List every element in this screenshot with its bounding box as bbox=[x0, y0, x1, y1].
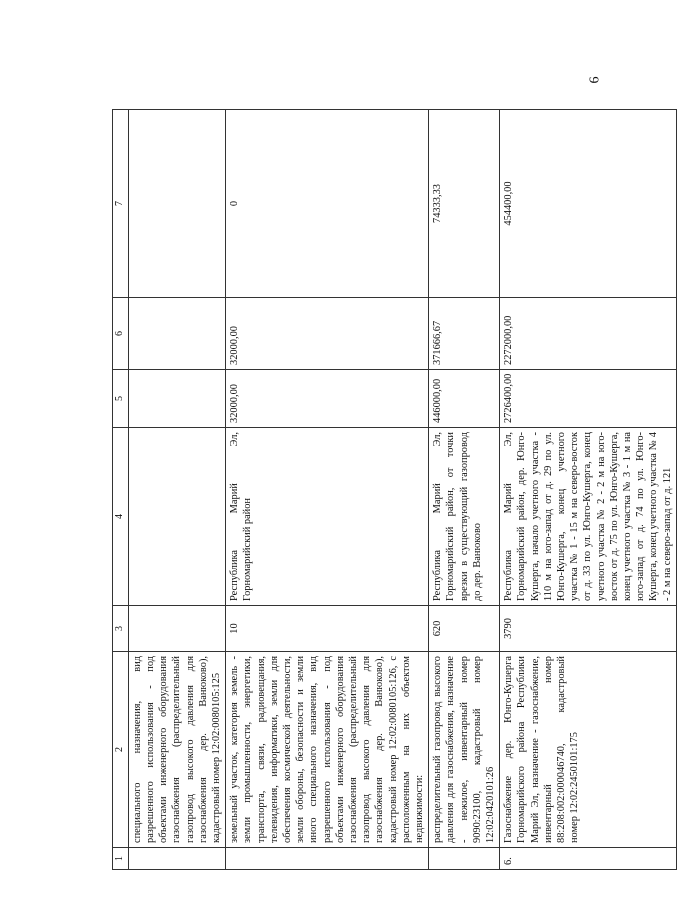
cell-location: Республика Марий Эл, Горномарийский район, дер. Юнго-Кушерга, начало учетного участка - 110 м на юго-запад от д. 29 по ул. Юнго-Кушерга, конец учетного участка № 1 - 15 м на северо-восток от д. 33 по ул. Юнго-Кушерга, конец учетного участка № 2 - 2 м на юго-восток от д. 75 по ул. Юнго-Кушерга, конец учетного участка № 3 - 1 м на юго-запад от д. 74 по ул. Юнго-Кушерга, конец учетного участка № 4 - 2 м на северо-запад от д. 121 bbox=[500, 428, 677, 606]
cell-num bbox=[128, 848, 225, 870]
cell-col5: 2726400,00 bbox=[500, 370, 677, 428]
column-header: 6 bbox=[113, 298, 129, 370]
column-header: 1 bbox=[113, 848, 129, 870]
cell-col6: 2272000,00 bbox=[500, 298, 677, 370]
column-header: 2 bbox=[113, 652, 129, 848]
page-number: 6 bbox=[587, 76, 603, 84]
column-header: 5 bbox=[113, 370, 129, 428]
cell-col5: 446000,00 bbox=[429, 370, 500, 428]
cell-length bbox=[128, 606, 225, 652]
cell-num: 6. bbox=[500, 848, 677, 870]
table-row bbox=[429, 110, 500, 870]
cell-length: 620 bbox=[429, 606, 500, 652]
column-header: 7 bbox=[113, 110, 129, 298]
cell-location: Республика Марий Эл, Горномарийский район, от точки врезки в существующий газопровод до дер. Ванюково bbox=[429, 428, 500, 606]
cell-location: Республика Марий Эл, Горномарийский район bbox=[226, 428, 429, 606]
cell-col7: 74333,33 bbox=[429, 110, 500, 298]
table-row bbox=[500, 110, 677, 870]
table-row bbox=[226, 110, 429, 870]
header-row bbox=[113, 110, 129, 870]
cell-location bbox=[128, 428, 225, 606]
cell-col5 bbox=[128, 370, 225, 428]
column-header: 4 bbox=[113, 428, 129, 606]
table-row bbox=[128, 110, 225, 870]
cell-col6 bbox=[128, 298, 225, 370]
column-header: 3 bbox=[113, 606, 129, 652]
cell-col6: 371666,67 bbox=[429, 298, 500, 370]
cell-description: земельный участок, категория земель - земли промышленности, энергетики, транспорта, связи, радиовещания, телевидения, информатики, земли для обеспечения космической деятельности, земли обороны, безопасности и земли иного специального назначения, вид разрешенного использования - под объектами инженерного оборудования газоснабжения (распределительный газопровод высокого давления для газоснабжения дер. Ванюково), кадастровый номер 12:02:0080105:126, с расположенным на них объектом недвижимости: bbox=[226, 652, 429, 848]
cell-col6: 32000,00 bbox=[226, 298, 429, 370]
cell-num bbox=[429, 848, 500, 870]
cell-col7: 454400,00 bbox=[500, 110, 677, 298]
cell-col7: 0 bbox=[226, 110, 429, 298]
cell-description: Газоснабжение дер. Юнго-Кушерга Горномарийского района Республики Марий Эл, назначение - газоснабжение, инвентарный номер 88:208:002:000046740, кадастровый номер 12:02:2450101:175 bbox=[500, 652, 677, 848]
rotated-table-container bbox=[112, 110, 673, 870]
cell-num bbox=[226, 848, 429, 870]
cell-length: 3790 bbox=[500, 606, 677, 652]
cell-col5: 32000,00 bbox=[226, 370, 429, 428]
cell-length: 10 bbox=[226, 606, 429, 652]
cell-col7 bbox=[128, 110, 225, 298]
property-table bbox=[112, 109, 677, 870]
cell-description: специального назначения, вид разрешенного использования - под объектами инженерного оборудования газоснабжения (распределительный газопровод высокого давления для газоснабжения дер. Ванюково), кадастровый номер 12:02:0080105:125 bbox=[128, 652, 225, 848]
cell-description: распределительный газопровод высокого давления для газоснабжения, назначение - нежилое, инвентарный номер 9090:23100, кадастровый номер 12:02:0420101:26 bbox=[429, 652, 500, 848]
